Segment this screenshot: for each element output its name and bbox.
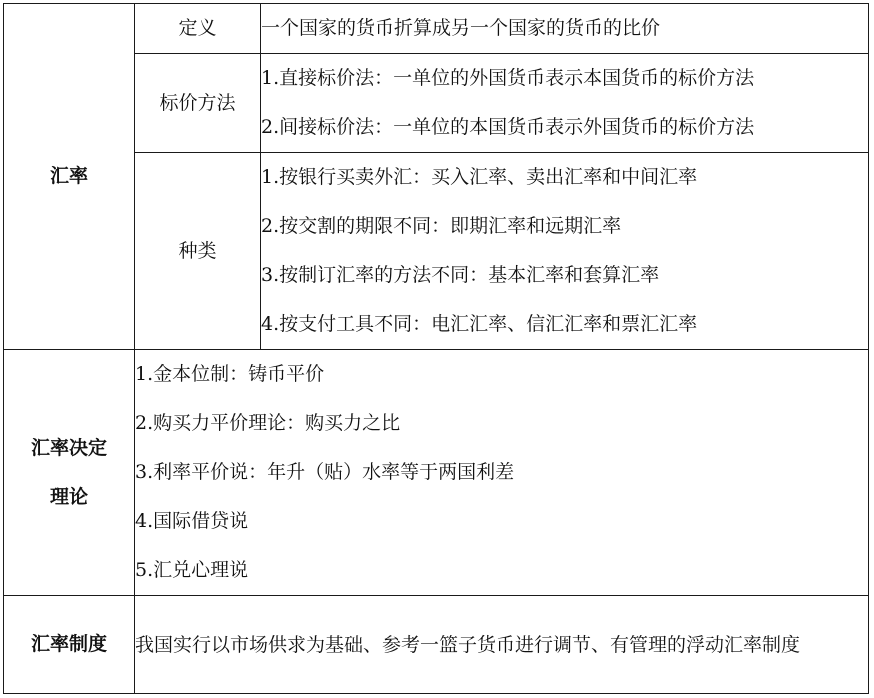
content-line: 2.按交割的期限不同：即期汇率和远期汇率 xyxy=(261,215,622,237)
table-row xyxy=(4,350,869,596)
content-line: 3.利率平价说：年升（贴）水率等于两国利差 xyxy=(135,461,515,483)
content-line: 5.汇兑心理说 xyxy=(135,559,249,581)
types-list xyxy=(261,153,869,350)
table-row xyxy=(4,4,869,54)
subcategory-types: 种类 xyxy=(135,153,261,350)
system-description xyxy=(135,596,869,694)
category-exchange-rate-theory xyxy=(4,350,135,596)
category-exchange-rate: 汇率 xyxy=(4,4,135,350)
content-line: 4.国际借贷说 xyxy=(135,510,249,532)
exchange-rate-table xyxy=(3,3,869,694)
content-line: 一个国家的货币折算成另一个国家的货币的比价 xyxy=(261,17,661,39)
content-line: 1.金本位制：铸币平价 xyxy=(135,363,325,385)
content-line: 4.按支付工具不同：电汇汇率、信汇汇率和票汇汇率 xyxy=(261,313,698,335)
quotation-method-list xyxy=(261,54,869,153)
theory-list xyxy=(135,350,869,596)
subcategory-quotation-method: 标价方法 xyxy=(135,54,261,153)
table-row xyxy=(4,596,869,694)
category-line: 汇率决定 xyxy=(30,436,107,459)
category-exchange-rate-system: 汇率制度 xyxy=(4,596,135,694)
content-line: 2.间接标价法：一单位的本国货币表示外国货币的标价方法 xyxy=(261,116,755,138)
subcategory-definition: 定义 xyxy=(135,4,261,54)
content-line: 2.购买力平价理论：购买力之比 xyxy=(135,412,401,434)
content-line: 1.直接标价法：一单位的外国货币表示本国货币的标价方法 xyxy=(261,67,755,89)
content-line: 1.按银行买卖外汇：买入汇率、卖出汇率和中间汇率 xyxy=(261,166,698,188)
content-paragraph: 我国实行以市场供求为基础、参考一篮子货币进行调节、有管理的浮动汇率制度 xyxy=(135,633,801,656)
content-line: 3.按制订汇率的方法不同：基本汇率和套算汇率 xyxy=(261,264,660,286)
definition-text xyxy=(261,4,869,54)
category-line: 理论 xyxy=(49,485,88,508)
